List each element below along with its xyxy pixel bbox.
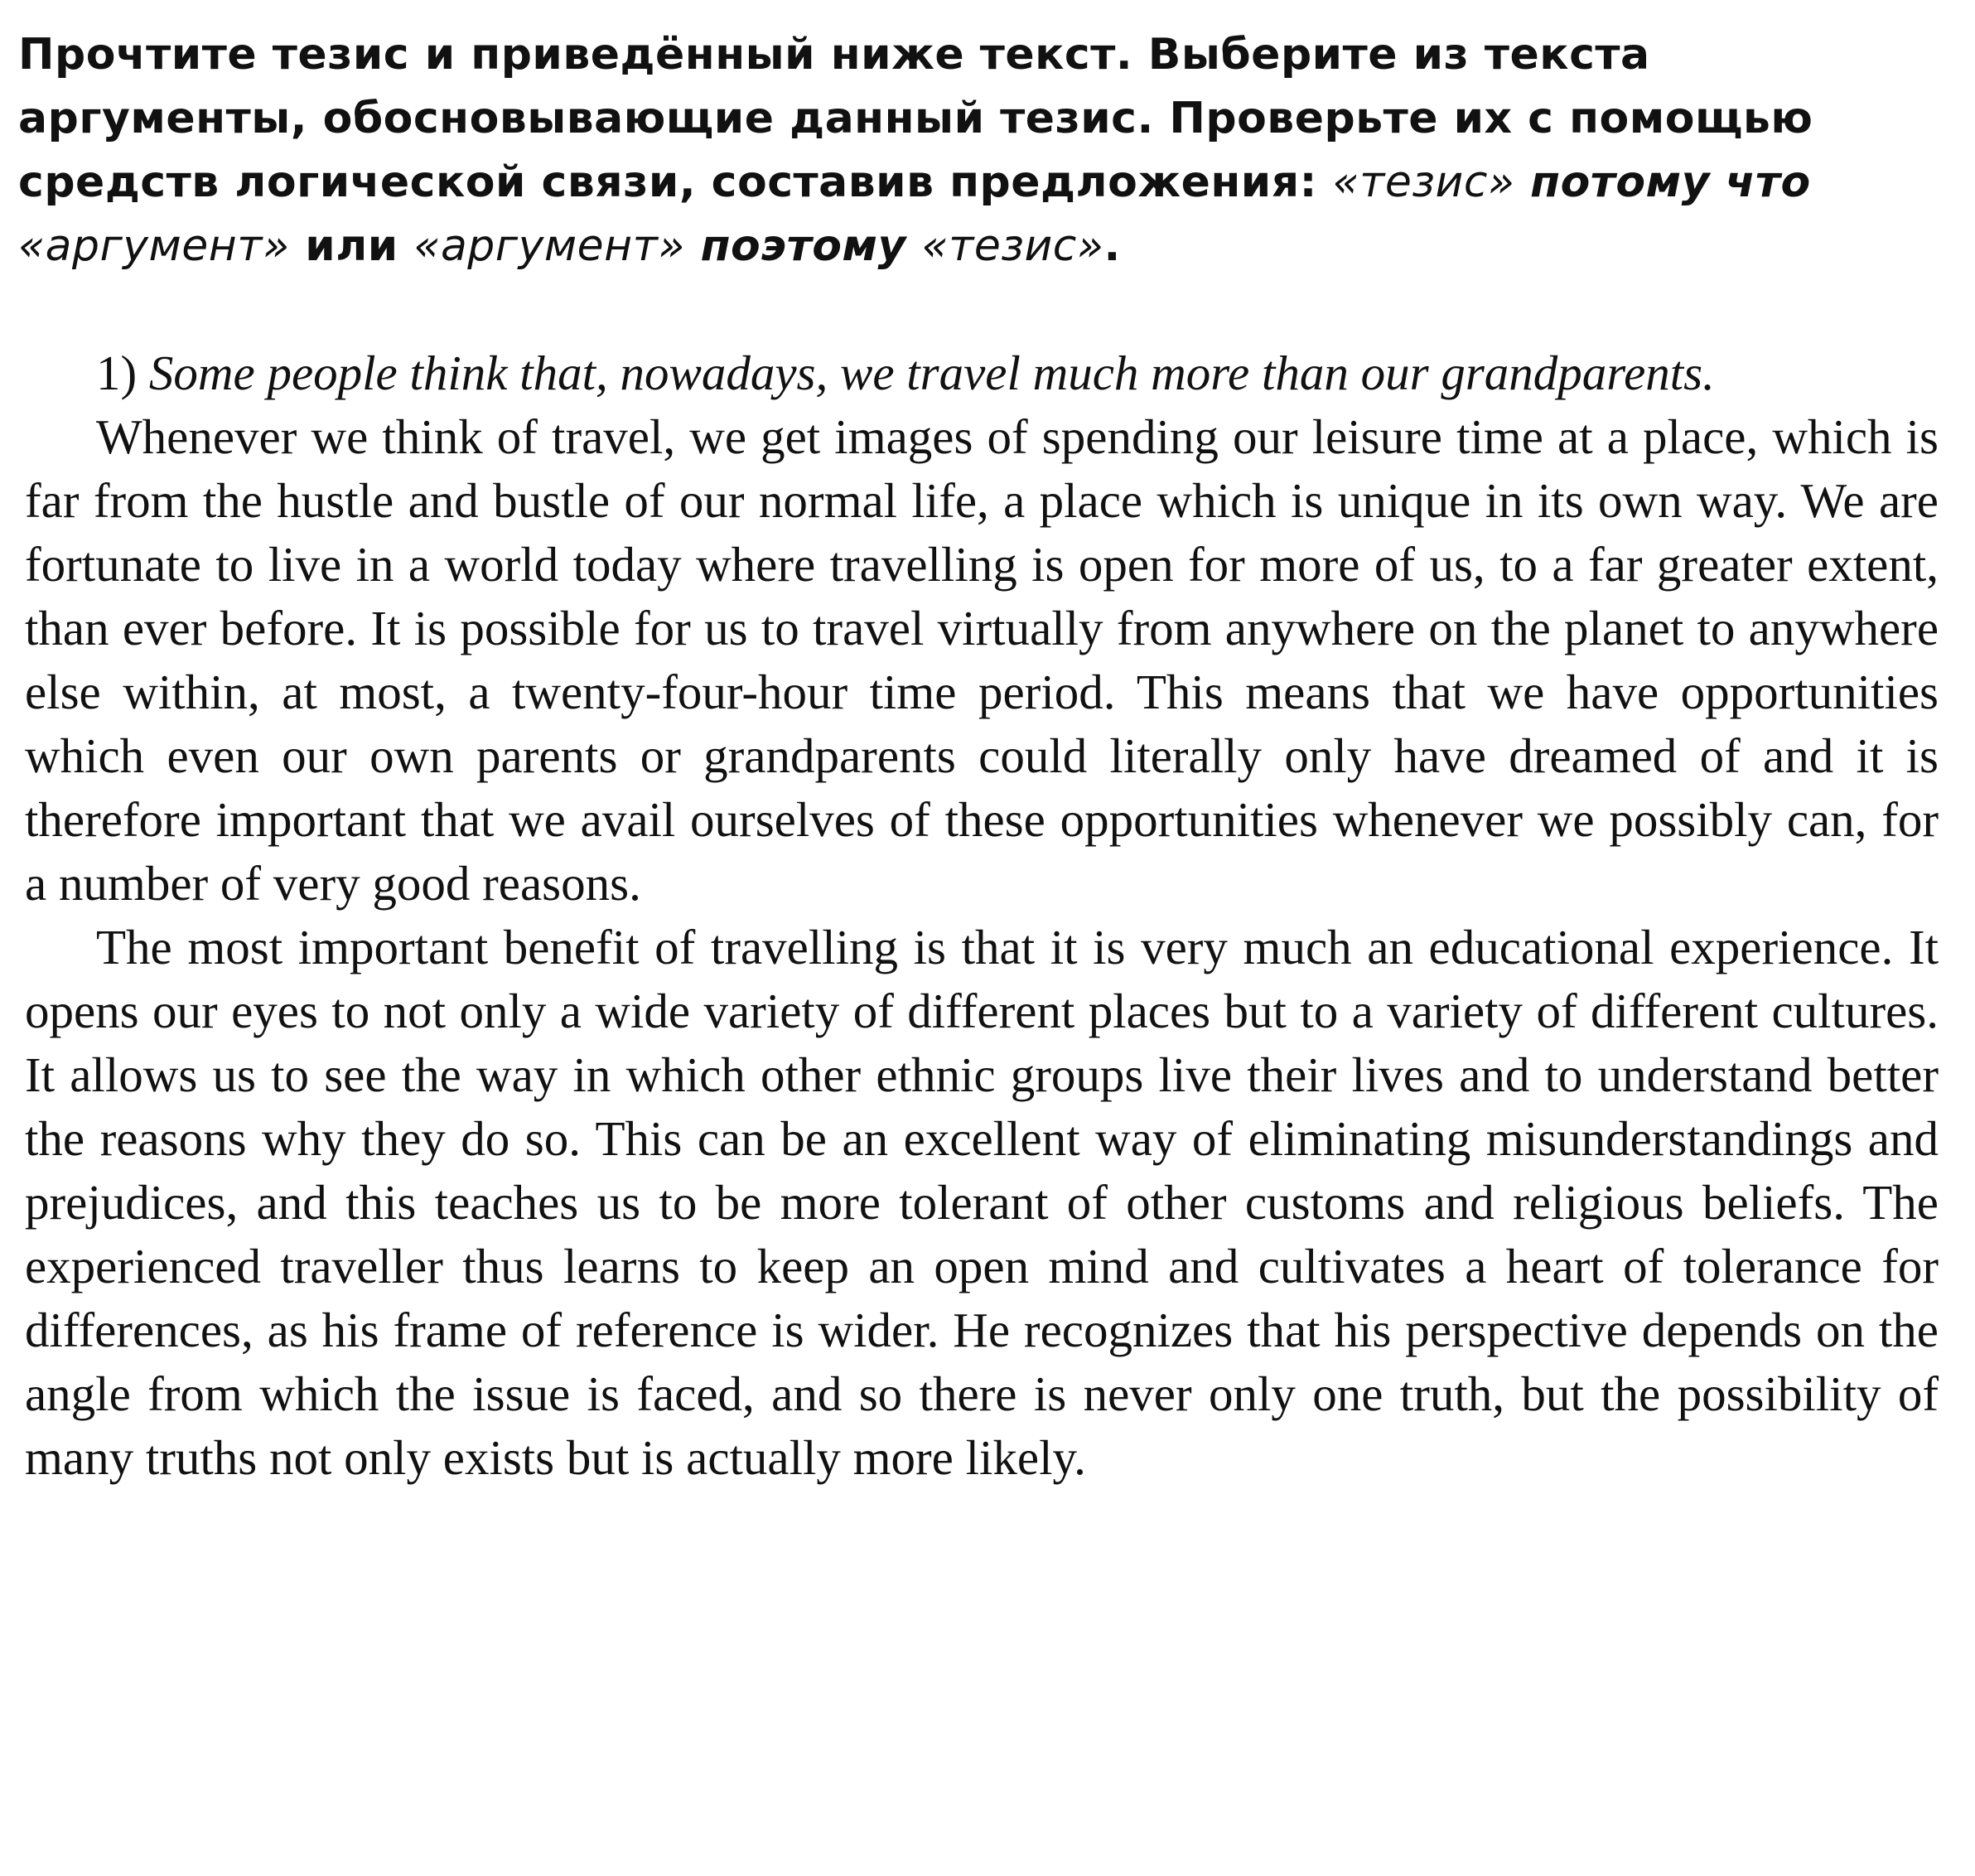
paragraph-2: The most important benefit of travelling is that it is very much an educational experience. It opens our eyes to not only a wide variety of different places but to a variety of different cultures. It allows us to see the way in which other ethnic groups live their lives and to understand better the reasons why they do so. This can be an excellent way of eliminating misunderstandings and prejudices, and this teaches us to be more tolerant of other customs and religious beliefs. The experienced traveller thus learns to keep an open mind and cultivates a heart of tolerance for differences, as his frame of reference is wider. He recognizes that his perspective depends on the angle from which the issue is faced, and so there is never only one truth, but the possibility of many truths not only exists but is actually more likely.: [25, 920, 1939, 1485]
connector-therefore: поэтому: [685, 221, 922, 271]
reading-text: [25, 341, 1939, 1490]
thesis-line: [25, 341, 1939, 405]
item-number: 1): [96, 346, 138, 400]
connector-because: потому что: [1514, 157, 1811, 207]
paragraph-1: Whenever we think of travel, we get images of spending our leisure time at a place, which is far from the hustle and bustle of our normal life, a place which is unique in its own way. We are fortunate to live in a world today where travelling is open for more of us, to a far greater extent, than ever before. It is possible for us to travel virtually from anywhere on the planet to anywhere else within, at most, a twenty-four-hour time period. This means that we have opportunities which even our own parents or grandparents could literally only have dreamed of and it is therefore important that we avail ourselves of these opportunities whenever we possibly can, for a number of very good reasons.: [25, 409, 1939, 911]
thesis-statement: Some people think that, nowadays, we travel much more than our grandparents.: [148, 346, 1715, 400]
instructions-end: .: [1103, 221, 1121, 271]
quote-argument-2: «аргумент»: [413, 221, 686, 271]
or-word: или: [289, 221, 414, 271]
quote-argument-1: «аргумент»: [18, 221, 290, 271]
instructions-text: Прочтите тезис и приведённый ниже текст. Выберите из текста аргументы, обосновывающие данный тезис. Проверьте их с помощью средств логической связи, составив предложения:: [18, 30, 1813, 207]
task-instructions: [18, 23, 1841, 278]
quote-thesis-1: «тезис»: [1332, 157, 1515, 207]
quote-thesis-2: «тезис»: [921, 221, 1104, 271]
